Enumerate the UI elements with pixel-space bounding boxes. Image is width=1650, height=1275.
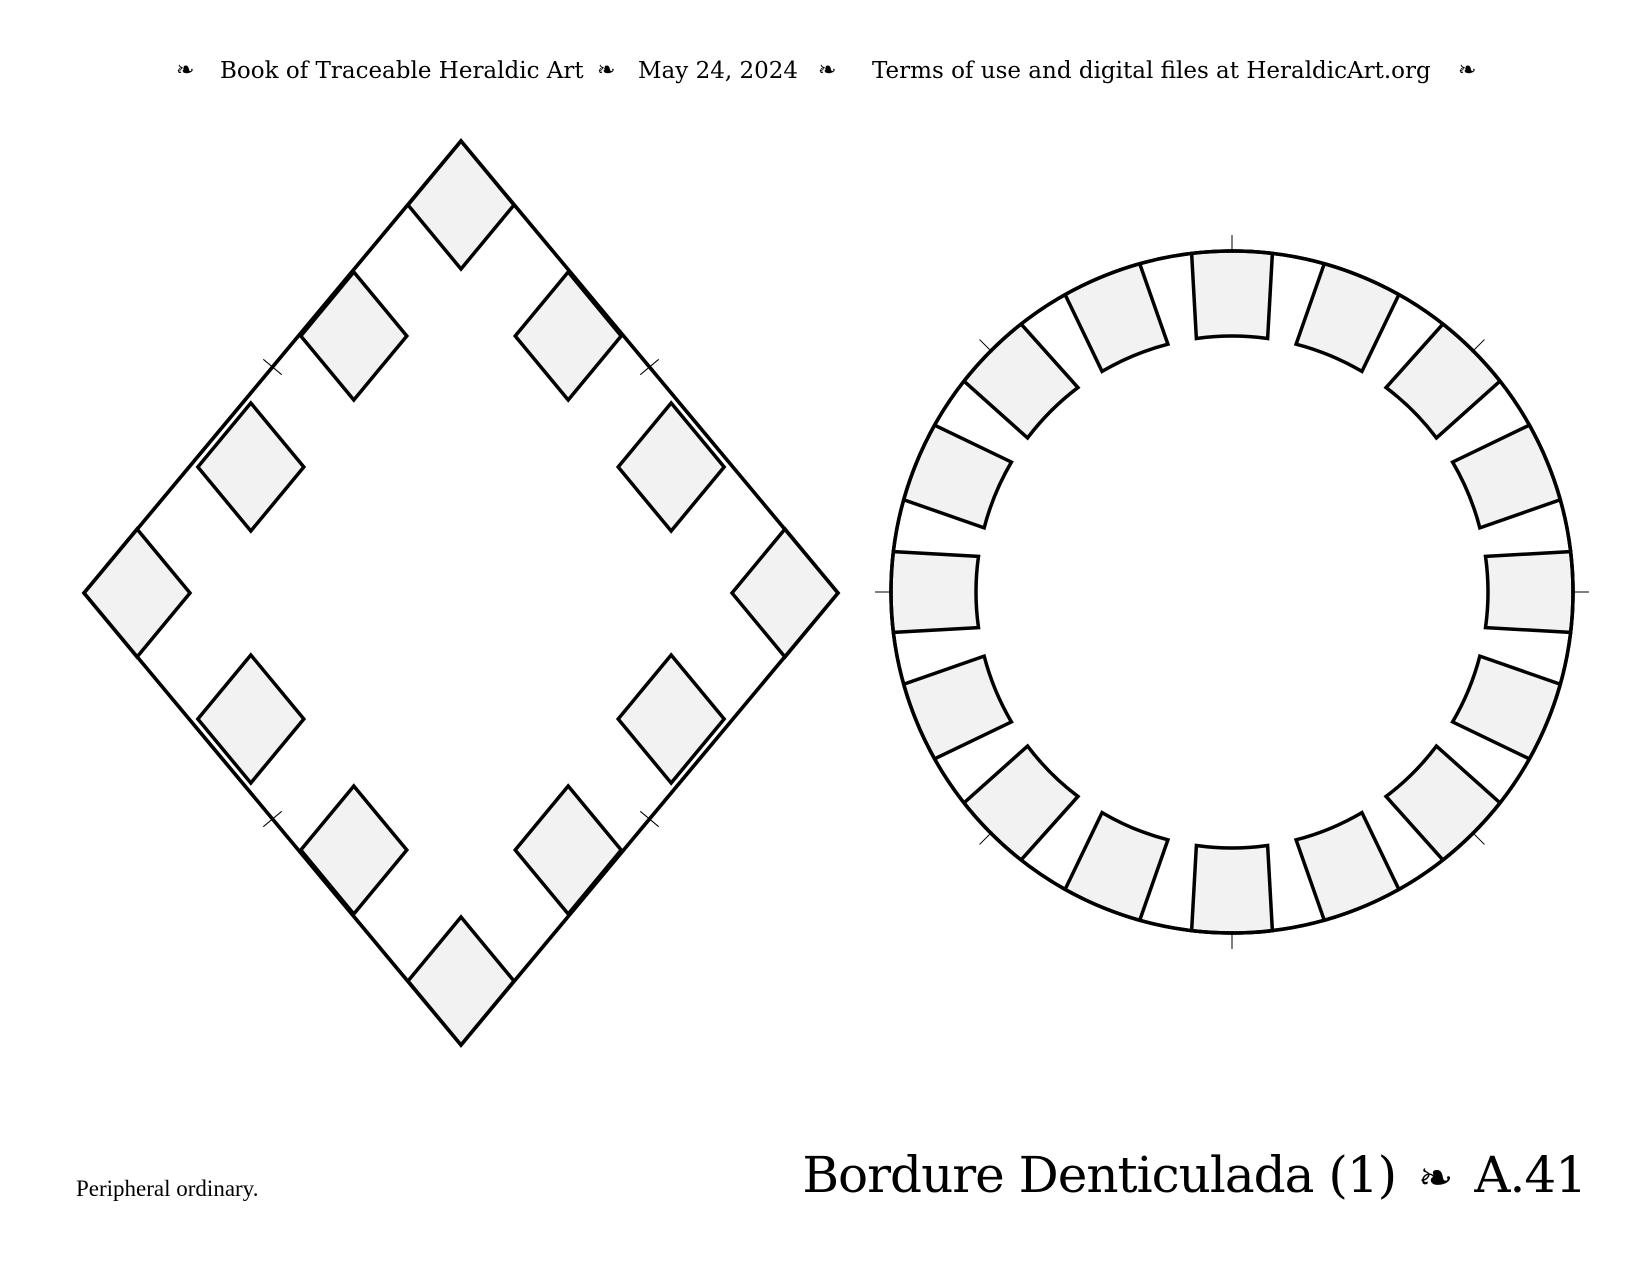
lozenge-bordure-figure (84, 141, 838, 1045)
roundel-denticle (1065, 813, 1168, 921)
fleuron-ornament: ❧ (818, 58, 837, 83)
registration-tick (1472, 832, 1485, 845)
roundel-denticle (1296, 813, 1399, 921)
book-title: Book of Traceable Heraldic Art (220, 58, 584, 84)
roundel-denticle (904, 656, 1012, 759)
lozenge-denticle (515, 272, 621, 400)
plate-name: Bordure Denticulada (1) (802, 1146, 1397, 1204)
roundel-denticle (1486, 552, 1573, 633)
lozenge-denticle (618, 403, 724, 531)
lozenge-denticle (198, 403, 304, 531)
lozenge-denticle (618, 655, 724, 783)
fleuron-ornament: ❧ (1418, 1153, 1453, 1202)
lozenge-denticle (515, 786, 621, 914)
registration-tick (980, 832, 993, 845)
roundel-denticle (891, 552, 978, 633)
lozenge-denticle (301, 272, 407, 400)
roundel-denticle (1192, 251, 1273, 338)
lozenge-denticle (732, 529, 838, 657)
lozenge-denticle (198, 655, 304, 783)
lozenge-denticle (408, 917, 514, 1045)
roundel-denticle (1192, 846, 1273, 933)
fleuron-ornament: ❧ (176, 58, 195, 83)
lozenge-outline (84, 141, 838, 1045)
publication-date: May 24, 2024 (638, 58, 798, 84)
registration-tick (980, 340, 993, 353)
description-note: Peripheral ordinary. (76, 1176, 259, 1201)
plate-title (802, 1146, 1586, 1204)
roundel-denticle (904, 425, 1012, 528)
lozenge-denticle (301, 786, 407, 914)
plate-number: A.41 (1474, 1146, 1586, 1204)
lozenge-denticle (408, 141, 514, 269)
roundel-denticle (1065, 264, 1168, 372)
fleuron-ornament: ❧ (1458, 58, 1477, 83)
fleuron-ornament: ❧ (597, 58, 616, 83)
registration-tick (1472, 340, 1485, 353)
terms-of-use-link[interactable]: Terms of use and digital files at HeraldicArt.org (872, 58, 1431, 84)
roundel-denticle (1296, 264, 1399, 372)
roundel-denticle (1453, 425, 1561, 528)
roundel-denticle (1453, 656, 1561, 759)
roundel-bordure-figure (875, 235, 1589, 949)
lozenge-outline (84, 141, 838, 1045)
lozenge-denticle (84, 529, 190, 657)
